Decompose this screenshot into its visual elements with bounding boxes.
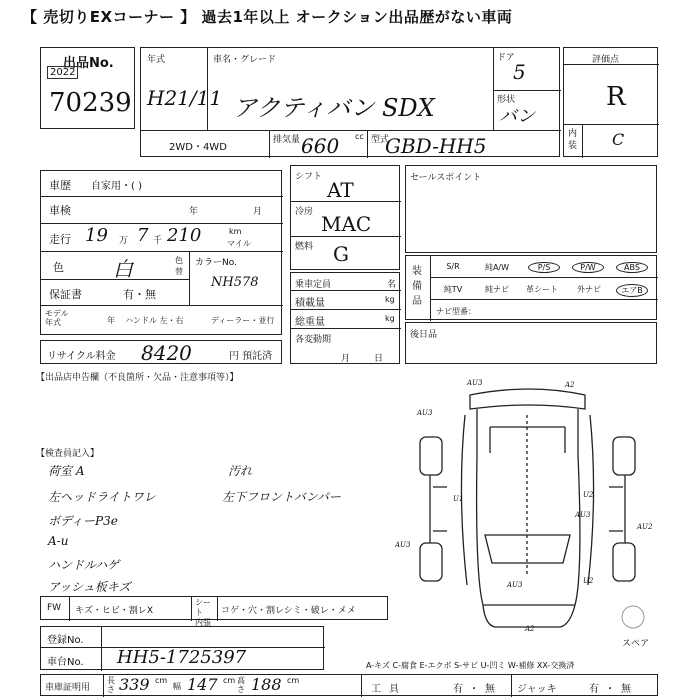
score-box xyxy=(563,47,658,157)
nenshiki-label: 年式 xyxy=(147,55,166,65)
displacement-value: 660 xyxy=(301,134,340,158)
equipment-row2 xyxy=(430,279,658,298)
fw-label: FW xyxy=(47,603,62,613)
repair-label: 後日品 xyxy=(410,330,438,340)
door-label: ドア xyxy=(497,53,515,63)
chassis-value: HH5-1725397 xyxy=(117,647,247,668)
inspector-note-5: ハンドルハゲ xyxy=(48,558,120,572)
registration-box xyxy=(40,626,324,670)
lot-number: 70239 xyxy=(49,88,132,118)
spare-tire-icon xyxy=(620,604,646,630)
displacement-unit: cc xyxy=(355,132,364,141)
certificate-label: 車庫証明用 xyxy=(45,683,91,693)
sales-point-label: セールスポイント xyxy=(410,173,482,183)
mileage-unit-man: 万 xyxy=(119,236,129,246)
equipment-box xyxy=(405,255,657,320)
shaken-label: 車検 xyxy=(49,204,71,217)
next-label: 各変動期 xyxy=(295,335,332,345)
mileage-rest: 210 xyxy=(167,225,202,246)
shareki-options: 自家用・( ) xyxy=(91,181,142,192)
mark-6: AU3 xyxy=(395,541,411,549)
inspector-note-right-2: 左下フロントバンパー xyxy=(222,490,341,504)
spare-label: スペア xyxy=(622,639,650,649)
car-damage-diagram xyxy=(395,375,665,635)
load-label: 積載量 xyxy=(295,298,325,309)
repair-box xyxy=(405,322,657,364)
fuel-value: G xyxy=(333,242,349,266)
vehicle-box xyxy=(140,47,560,157)
next-unit: 月日 xyxy=(341,354,408,364)
shape-label: 形状 xyxy=(497,95,516,105)
mileage-label: 走行 xyxy=(49,233,71,246)
lot-year: 2022 xyxy=(47,66,78,79)
shift-value: AT xyxy=(327,178,354,202)
mark-2: A2 xyxy=(565,381,575,389)
model-label: 型式 xyxy=(371,135,390,145)
sales-point-box xyxy=(405,165,657,253)
equip-aw: 純A/W xyxy=(484,263,510,272)
shape-value: バン xyxy=(499,106,535,127)
nenshiki-value: H21/11 xyxy=(147,86,223,110)
recycle-value: 8420 xyxy=(141,341,192,365)
inspector-note-right-1: 汚れ xyxy=(228,464,253,478)
inspector-note-1: 荷室 A xyxy=(48,464,85,478)
mark-5: U2 xyxy=(583,491,594,499)
warranty-options: 有・無 xyxy=(123,288,156,301)
recycle-label: リサイクル料金 xyxy=(47,351,116,362)
mileage-man: 19 xyxy=(85,225,108,246)
mileage-mile: マイル xyxy=(227,239,251,248)
model-value: GBD-HH5 xyxy=(385,134,487,158)
passengers-unit: 名 xyxy=(387,280,397,290)
header-title: 【 売切りEXコーナー 】 過去1年以上 オークション出品歴がない車両 xyxy=(22,8,513,26)
equip-outnavi: 外ナビ xyxy=(577,285,601,294)
color-change-label: 色替 xyxy=(175,256,183,276)
door-value: 5 xyxy=(513,60,526,84)
color-value: 白 xyxy=(113,257,133,281)
color-no-label: カラーNo. xyxy=(195,258,237,268)
shareki-label: 車歴 xyxy=(49,179,71,192)
inspector-note-4: A-u xyxy=(48,534,69,548)
equip-navi: 純ナビ xyxy=(485,285,509,294)
tools-options: 有・無 xyxy=(453,684,501,695)
shaken-year-unit: 年 xyxy=(189,207,199,217)
height-label: 高さ xyxy=(237,676,245,694)
mileage-km: km xyxy=(229,227,242,236)
equipment-label: 装備品 xyxy=(412,266,422,307)
declaration-label: 【出品店申告欄（不良箇所・欠品・注意事項等）】 xyxy=(36,373,239,383)
lot-label: 出品No. xyxy=(63,56,114,71)
length-value: 339 xyxy=(119,675,150,694)
mark-11: A2 xyxy=(525,625,535,633)
mileage-sen: 7 xyxy=(137,225,149,246)
weight-label: 総重量 xyxy=(295,317,325,328)
fuel-label: 燃料 xyxy=(295,242,314,252)
passengers-label: 乗車定員 xyxy=(295,280,332,290)
shaken-month-unit: 月 xyxy=(253,207,263,217)
seat-text: コゲ・穴・割レシミ・破レ・メメ xyxy=(221,606,356,616)
equip-sr: S/R xyxy=(446,262,460,271)
certificate-row xyxy=(40,674,658,696)
inspector-label: 【検査員記入】 xyxy=(36,449,100,459)
damage-legend: A-キズ C-腐食 E-エクボ S-サビ U-凹ミ W-補修 XX-交換済 xyxy=(366,661,575,670)
width-unit: cm xyxy=(223,676,236,685)
fw-row xyxy=(40,596,388,627)
shift-box xyxy=(290,165,400,270)
lot-box xyxy=(40,47,135,129)
warranty-label: 保証書 xyxy=(49,288,82,301)
equipment-row1 xyxy=(430,258,658,277)
inspector-note-6: アッシュ板キズ xyxy=(48,580,131,594)
height-unit: cm xyxy=(287,676,300,685)
mark-10: U2 xyxy=(583,577,594,585)
tools-label: 工具 xyxy=(371,684,407,695)
displacement-label: 排気量 xyxy=(273,135,301,145)
ac-label: 冷房 xyxy=(295,207,314,217)
seat-label: シート 内張 xyxy=(195,598,211,627)
name-label: 車名・グレード xyxy=(213,55,277,65)
name-value: アクティバン SDX xyxy=(233,94,435,122)
ac-value: MAC xyxy=(321,212,372,236)
jack-label: ジャッキ xyxy=(517,684,557,695)
model-year-label: モデル年式 xyxy=(45,309,69,327)
width-value: 147 xyxy=(187,675,218,694)
jack-options: 有・無 xyxy=(589,684,637,695)
chassis-label: 車台No. xyxy=(47,657,84,668)
inspector-note-2: 左ヘッドライトワレ xyxy=(48,490,156,504)
length-label: 長さ xyxy=(107,676,115,694)
height-value: 188 xyxy=(251,675,282,694)
shift-label: シフト xyxy=(295,172,323,182)
length-unit: cm xyxy=(155,676,168,685)
equip-ps: P/S xyxy=(528,262,560,273)
handle-label: ハンドル 左・右 xyxy=(125,316,184,325)
load-unit: kg xyxy=(385,295,395,304)
mark-7: AU2 xyxy=(637,523,653,531)
interior-label: 内装 xyxy=(568,129,578,151)
capacity-box xyxy=(290,272,408,364)
dealer-label: ディーラー・並行 xyxy=(211,316,275,325)
mark-3: AU3 xyxy=(417,409,433,417)
equip-pw: P/W xyxy=(572,262,604,273)
score-label: 評価点 xyxy=(592,55,620,65)
mark-9: AU3 xyxy=(507,581,523,589)
mark-1: AU3 xyxy=(467,379,483,387)
interior-value: C xyxy=(612,130,625,149)
recycle-unit: 円 預託済 xyxy=(229,351,273,362)
mark-8: AU3 xyxy=(575,511,591,519)
drive-label: 2WD・4WD xyxy=(169,142,227,153)
color-no-value: NH578 xyxy=(211,275,259,290)
color-label: 色 xyxy=(53,261,64,274)
recycle-box xyxy=(40,340,282,364)
reg-no-label: 登録No. xyxy=(47,635,84,646)
mileage-unit-sen: 千 xyxy=(153,236,163,246)
inspector-note-3: ボディーP3e xyxy=(48,514,118,528)
equip-seat: 革シート xyxy=(526,285,558,294)
model-year-unit: 年 xyxy=(107,316,115,325)
equip-airbag: エアB xyxy=(616,284,648,297)
navi-label: ナビ型番： xyxy=(436,307,476,316)
equip-tv: 純TV xyxy=(443,285,463,294)
fw-text: キズ・ヒビ・割レX xyxy=(75,606,153,616)
score-value: R xyxy=(606,82,626,112)
history-box xyxy=(40,170,282,335)
weight-unit: kg xyxy=(385,314,395,323)
mark-4: U1 xyxy=(453,495,464,503)
width-label: 幅 xyxy=(173,682,181,691)
equip-abs: ABS xyxy=(616,262,648,273)
